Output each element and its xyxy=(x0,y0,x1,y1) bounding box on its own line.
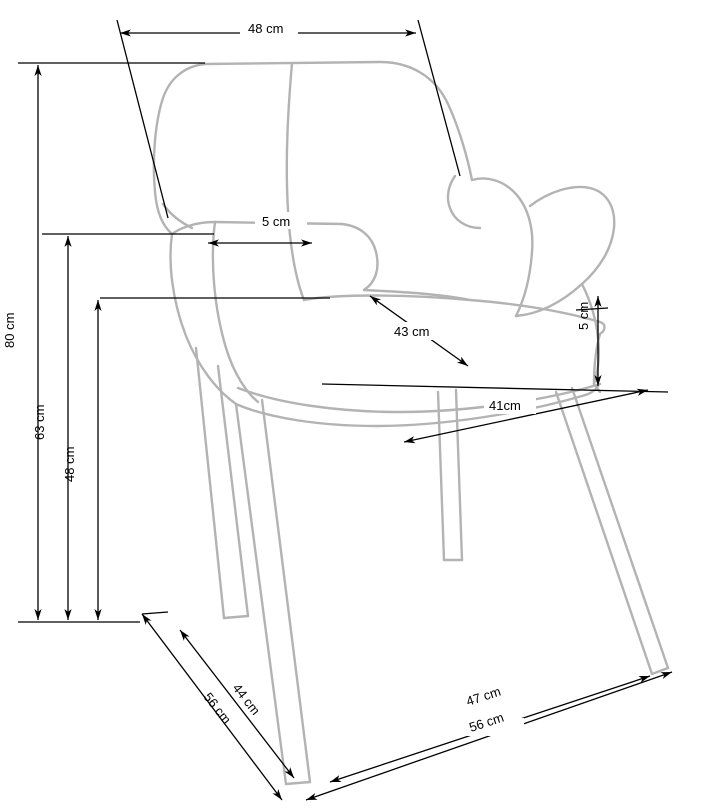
leader-top-right xyxy=(418,20,460,176)
chair-outline xyxy=(154,62,668,784)
label-height-armrest: 63 cm xyxy=(32,404,47,440)
label-width-56: 56 cm xyxy=(467,709,506,735)
ext-41-guide xyxy=(322,384,668,392)
label-seat-diagonal: 43 cm xyxy=(394,324,430,339)
label-width-top: 48 cm xyxy=(248,21,284,36)
leader-top-left xyxy=(117,20,168,218)
label-height-seat: 48 cm xyxy=(62,446,77,482)
label-height-overall: 80 cm xyxy=(2,312,17,348)
label-width-47: 47 cm xyxy=(464,683,503,709)
base-corner-left xyxy=(142,612,168,614)
label-depth-56: 56 cm xyxy=(200,689,235,727)
dimension-labels xyxy=(2,20,591,736)
label-seat-thickness: 5 cm xyxy=(576,301,591,330)
dim-line-44 xyxy=(180,630,294,778)
label-seat-width: 41cm xyxy=(489,398,521,413)
label-armrest-thickness: 5 cm xyxy=(262,214,291,229)
label-depth-44: 44 cm xyxy=(229,680,264,718)
